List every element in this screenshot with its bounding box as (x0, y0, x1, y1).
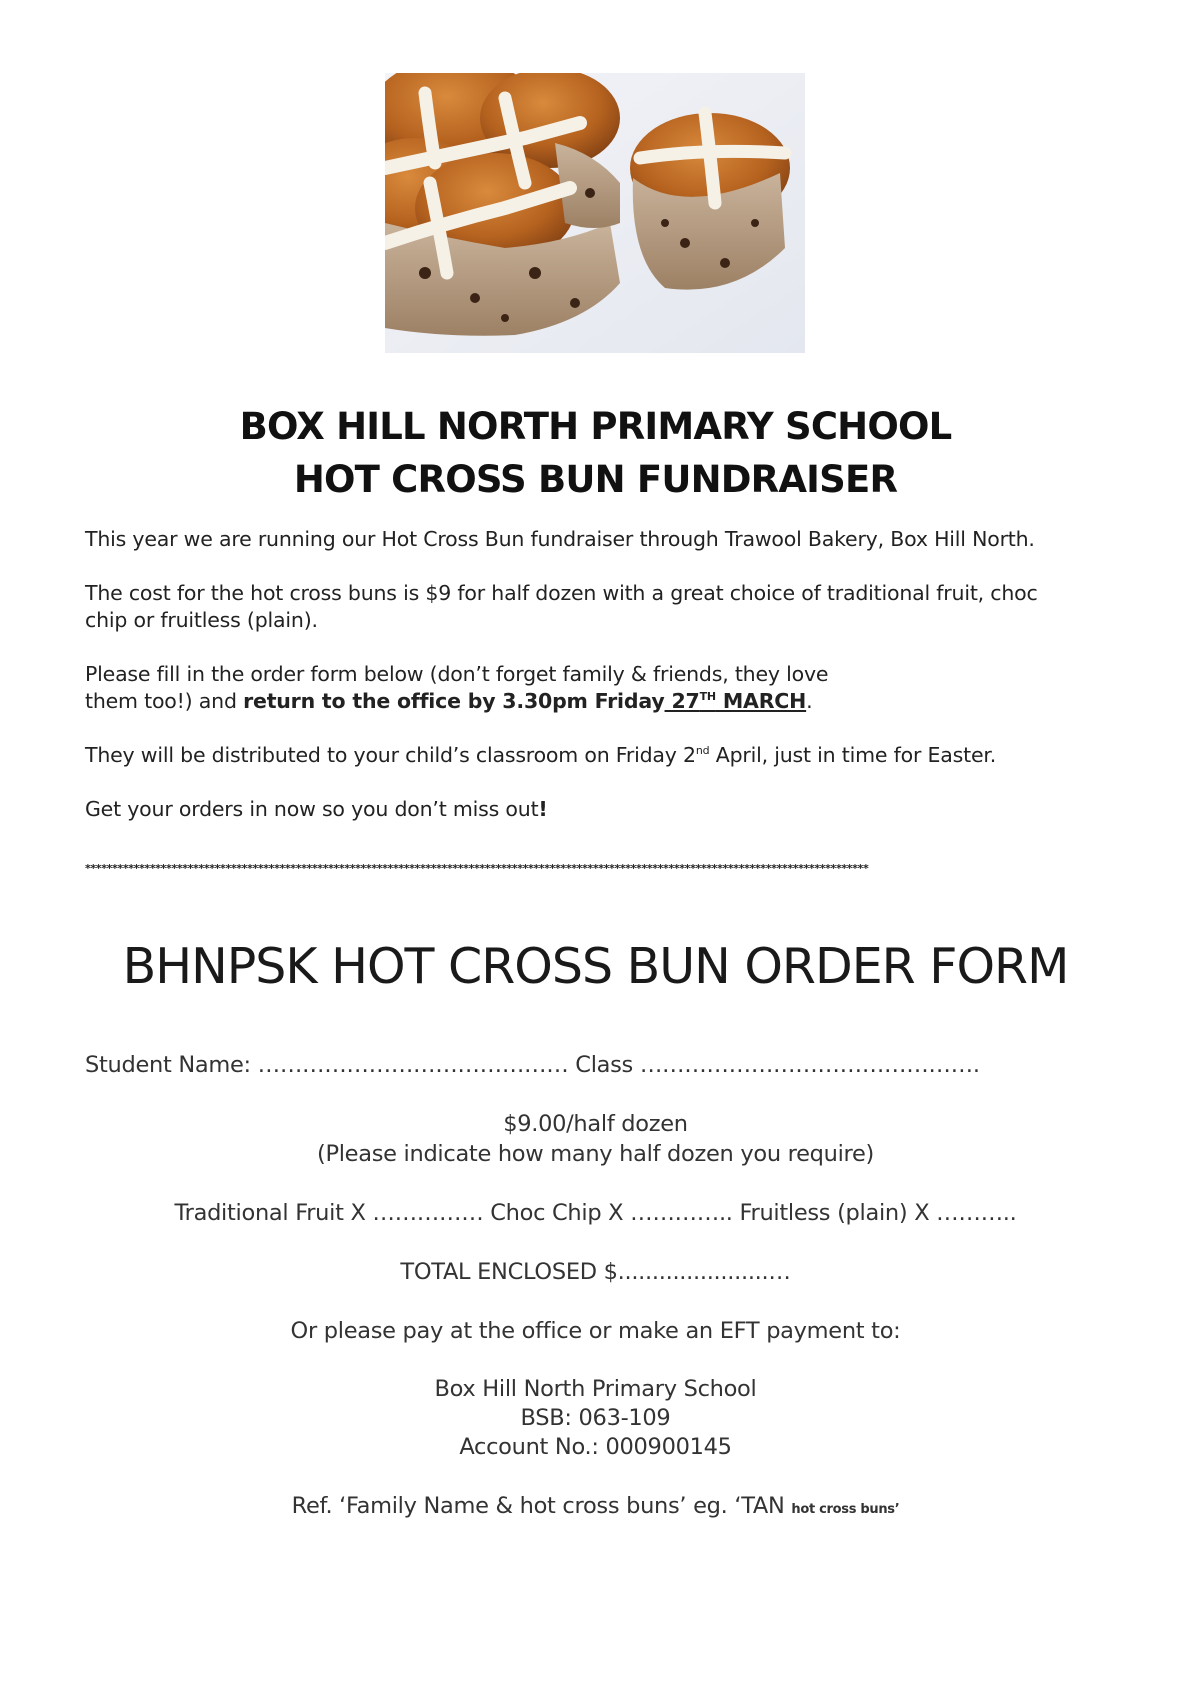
deadline-day-suffix: TH (699, 690, 716, 703)
intro-paragraph-1: This year we are running our Hot Cross Bun fundraiser through Trawool Bakery, Box Hill North. (85, 527, 1035, 551)
total-enclosed-field[interactable]: TOTAL ENCLOSED $......................… (400, 1259, 791, 1285)
student-name-class-fields[interactable]: Student Name: …………………………………… Class ………………………………………. (85, 1052, 980, 1078)
ref-text: Ref. ‘Family Name & hot cross buns’ eg. ‘TAN (291, 1493, 792, 1519)
p4-text-b: April, just in time for Easter. (709, 743, 997, 767)
order-quantity-fields[interactable]: Traditional Fruit X …………… Choc Chip X ………….. Fruitless (plain) X ……….. (174, 1200, 1017, 1226)
intro-paragraph-2-line2: chip or fruitless (plain). (85, 608, 318, 632)
school-name-heading: BOX HILL NORTH PRIMARY SCHOOL (239, 405, 952, 448)
p5-text: Get your orders in now so you don’t miss out (85, 797, 539, 821)
intro-paragraph-4 (85, 742, 996, 769)
return-deadline: return to the office by 3.30pm Friday (243, 689, 665, 713)
intro-paragraph-5 (85, 796, 548, 823)
payment-note: Or please pay at the office or make an EFT payment to: (290, 1318, 901, 1344)
p4-sup: nd (695, 744, 710, 757)
bank-bsb: BSB: 063-109 (520, 1405, 671, 1431)
p3-text: them too!) and (85, 689, 244, 713)
quantity-instruction: (Please indicate how many half dozen you require) (316, 1141, 875, 1167)
bank-account-number: Account No.: 000900145 (459, 1434, 732, 1460)
deadline-date (665, 689, 807, 713)
p5-exclaim: ! (538, 797, 548, 821)
p4-text-a: They will be distributed to your child’s classroom on Friday 2 (85, 743, 696, 767)
hot-cross-buns-photo (385, 73, 805, 353)
intro-paragraph-2-line1: The cost for the hot cross buns is $9 for half dozen with a great choice of traditional fruit, choc (85, 581, 1038, 605)
ref-example: hot cross buns (791, 1502, 895, 1517)
price-text: $9.00/half dozen (503, 1111, 688, 1137)
payment-reference (0, 1493, 1191, 1519)
order-form-title: BHNPSK HOT CROSS BUN ORDER FORM (122, 938, 1069, 995)
separator-line: ************************************************************************************************************************************************* (85, 862, 869, 875)
bank-account-name: Box Hill North Primary School (434, 1376, 757, 1402)
p3-end: . (806, 689, 813, 713)
intro-paragraph-3-line1: Please fill in the order form below (don’t forget family & friends, they love (85, 662, 829, 686)
intro-paragraph-3-line2 (85, 688, 812, 715)
deadline-month: MARCH (715, 689, 807, 713)
deadline-day: 27 (664, 689, 700, 713)
ref-close-quote: ’ (894, 1502, 900, 1517)
fundraiser-heading: HOT CROSS BUN FUNDRAISER (293, 458, 898, 501)
